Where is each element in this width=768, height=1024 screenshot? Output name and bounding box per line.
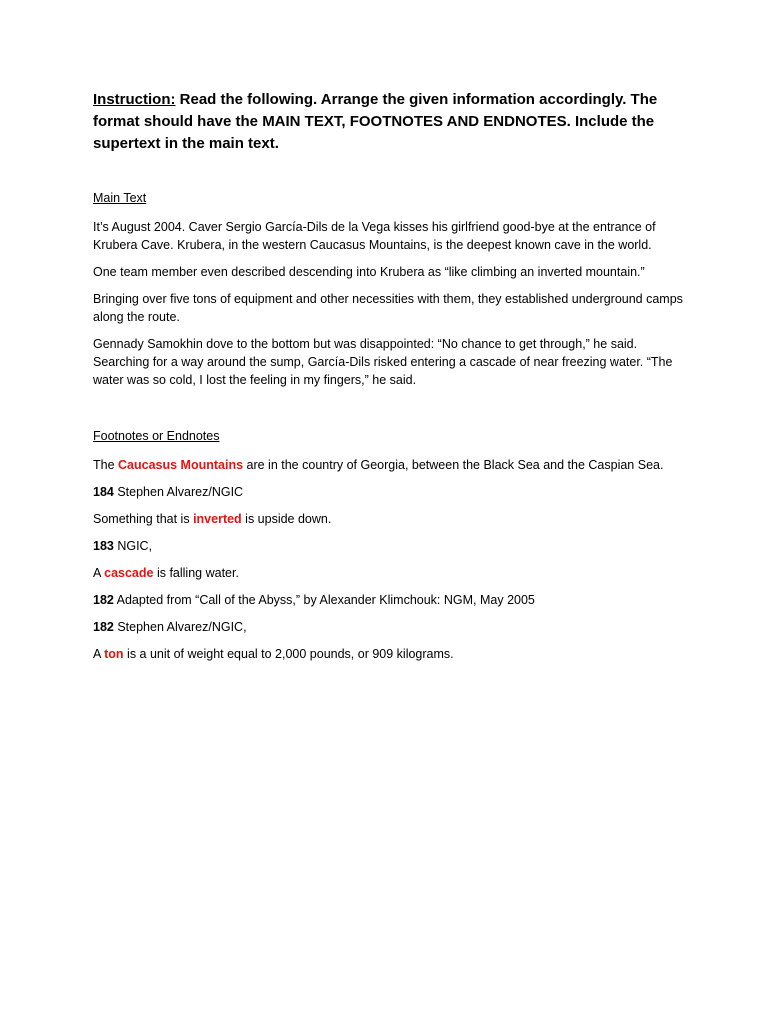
note-text: is upside down. bbox=[241, 512, 332, 526]
note-text: Stephen Alvarez/NGIC, bbox=[113, 620, 247, 634]
note-text: A bbox=[93, 647, 105, 661]
document-body bbox=[93, 89, 683, 672]
main-paragraph-3: Bringing over five tons of equipment and other necessities with them, they established underground camps along the route. bbox=[93, 292, 683, 324]
note-text: Adapted from “Call of the Abyss,” by Alexander Klimchouk: NGM, May 2005 bbox=[113, 593, 535, 607]
note-inverted-definition bbox=[93, 510, 683, 528]
note-credit-184 bbox=[93, 483, 683, 501]
main-paragraph-2: One team member even described descending into Krubera as “like climbing an inverted mountain.” bbox=[93, 265, 645, 279]
note-caucasus-definition bbox=[93, 456, 683, 474]
instruction-block bbox=[93, 89, 683, 155]
main-paragraph-1: It’s August 2004. Caver Sergio García-Dils de la Vega kisses his girlfriend good-bye at the entrance of Krubera Cave. Krubera, in the western Caucasus Mountains, is the deepest known cave in the world. bbox=[93, 220, 656, 252]
note-credit-182-adapted bbox=[93, 591, 683, 609]
notes-heading: Footnotes or Endnotes bbox=[93, 429, 220, 443]
highlighted-term: Caucasus Mountains bbox=[118, 458, 244, 472]
note-text: is falling water. bbox=[153, 566, 239, 580]
note-text: The bbox=[93, 458, 119, 472]
note-ton-definition bbox=[93, 645, 683, 663]
instruction-text: Read the following. Arrange the given information accordingly. The format should have the MAIN TEXT, FOOTNOTES AND ENDNOTES. Include the supertext in the main text. bbox=[93, 91, 658, 152]
note-text: is a unit of weight equal to 2,000 pounds, or 909 kilograms. bbox=[123, 647, 454, 661]
highlighted-term: inverted bbox=[193, 512, 242, 526]
highlighted-term: ton bbox=[104, 647, 124, 661]
main-paragraph-4: Gennady Samokhin dove to the bottom but was disappointed: “No chance to get through,” he said. Searching for a way around the sump, García-Dils risked entering a cascade of near freezing water. “The water was so cold, I lost the feeling in my fingers,” he said. bbox=[93, 337, 673, 387]
note-number: 184 bbox=[93, 485, 114, 499]
note-cascade-definition bbox=[93, 564, 683, 582]
note-text: NGIC, bbox=[113, 539, 153, 553]
note-number: 182 bbox=[93, 620, 114, 634]
note-text: are in the country of Georgia, between the Black Sea and the Caspian Sea. bbox=[243, 458, 664, 472]
instruction-lead: Instruction: bbox=[93, 91, 176, 108]
note-text: Something that is bbox=[93, 512, 194, 526]
note-text: Stephen Alvarez/NGIC bbox=[113, 485, 244, 499]
note-credit-182-photo bbox=[93, 618, 683, 636]
note-number: 183 bbox=[93, 539, 114, 553]
highlighted-term: cascade bbox=[104, 566, 154, 580]
main-text-heading: Main Text bbox=[93, 191, 147, 205]
main-text-section bbox=[93, 189, 683, 389]
note-text: A bbox=[93, 566, 105, 580]
notes-section bbox=[93, 427, 683, 663]
note-number: 182 bbox=[93, 593, 114, 607]
note-credit-183 bbox=[93, 537, 683, 555]
